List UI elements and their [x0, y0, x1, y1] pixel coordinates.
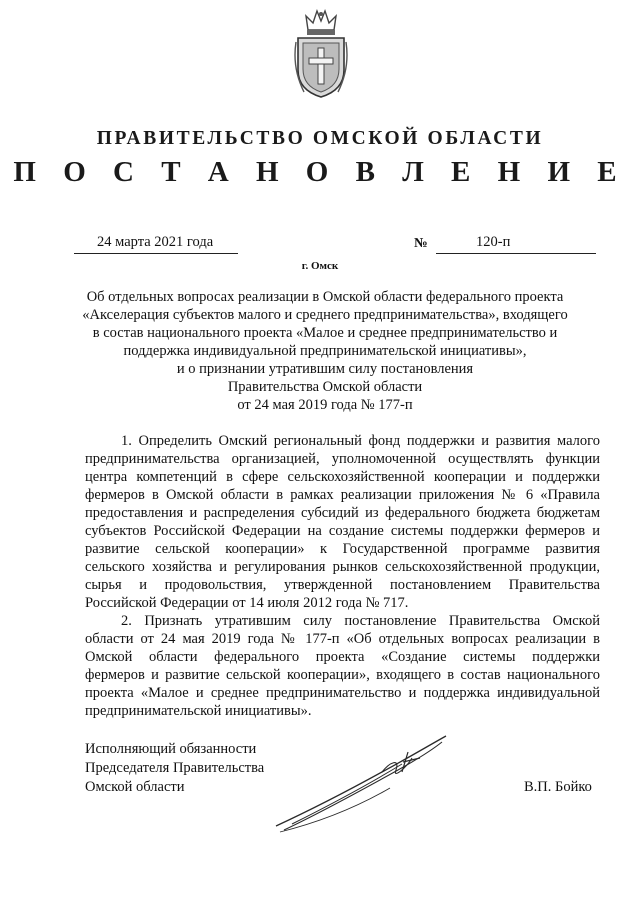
number-field — [436, 233, 596, 254]
signer-position — [85, 740, 264, 797]
paragraph-1-line: сырья и продовольствия, утвержденной постановлением Правительства — [85, 577, 600, 593]
omsk-region-coat-of-arms-icon — [292, 8, 350, 100]
paragraph-1-line: сельского хозяйства и регулирования рынков сельскохозяйственной продукции, — [85, 559, 600, 575]
document-type: П О С Т А Н О В Л Е Н И Е — [13, 156, 627, 188]
paragraph-2-line: 2. Признать утратившим силу постановление Правительства Омской — [121, 613, 600, 629]
paragraph-1-line: Российской Федерации от 14 июля 2012 года № 717. — [85, 595, 409, 611]
paragraph-2-line: области от 24 мая 2019 года № 177-п «Об отдельных вопросах реализации в — [85, 631, 600, 647]
signer-position-line: Исполняющий обязанности — [85, 741, 257, 757]
document-number: 120-п — [476, 234, 511, 250]
title-line: Правительства Омской области — [227, 379, 423, 395]
number-label: № — [414, 235, 428, 250]
document-title — [70, 288, 580, 414]
signer-position-line: Председателя Правительства — [85, 760, 265, 776]
document-body — [85, 432, 600, 720]
title-line: «Акселерация субъектов малого и среднего предпринимательства», входящего — [82, 307, 568, 323]
handwritten-signature-icon — [262, 728, 452, 838]
city: г. Омск — [301, 260, 339, 272]
paragraph-2-line: проекта «Малое и среднее предпринимательство и поддержка индивидуальной — [85, 685, 600, 701]
paragraph-1-line: предпринимательства организацией, уполномоченной осуществлять функции — [85, 451, 600, 467]
paragraph-1-line: фермеров в Омской области в рамках реализации приложения № 6 «Правила — [85, 487, 600, 503]
title-line: от 24 мая 2019 года № 177-п — [237, 397, 413, 413]
signer-position-line: Омской области — [85, 779, 185, 795]
paragraph-1-line: предоставления и распределения субсидий из федерального бюджета бюджетам — [85, 505, 600, 521]
title-line: поддержка индивидуальной предпринимательской инициативы», — [123, 343, 527, 359]
paragraph-2-line: Омской области федерального проекта «Создание системы поддержки — [85, 649, 600, 665]
paragraph-1-line: развитие сельской кооперации» к Государственной программе развития — [85, 541, 600, 557]
date-field — [74, 233, 238, 254]
paragraph-1-line: 1. Определить Омский региональный фонд поддержки и развития малого — [121, 433, 600, 449]
title-line: в состав национального проекта «Малое и среднее предпринимательство и — [92, 325, 558, 341]
paragraph-1-line: центра компетенций в сфере сельскохозяйственной кооперации и поддержки — [85, 469, 600, 485]
paragraph-1-line: субъектов Российской Федерации на создание системы поддержки фермеров и — [85, 523, 600, 539]
paragraph-2-line: фермеров и развитие сельской кооперации», входящего в состав национального — [85, 667, 600, 683]
paragraph-2-line: предпринимательской инициативы». — [85, 703, 312, 719]
title-line: и о признании утратившим силу постановления — [176, 361, 474, 377]
document-date: 24 марта 2021 года — [97, 234, 214, 250]
organization-name: ПРАВИТЕЛЬСТВО ОМСКОЙ ОБЛАСТИ — [96, 128, 544, 149]
title-line: Об отдельных вопросах реализации в Омской области федерального проекта — [86, 289, 564, 305]
signer-name: В.П. Бойко — [524, 779, 592, 795]
